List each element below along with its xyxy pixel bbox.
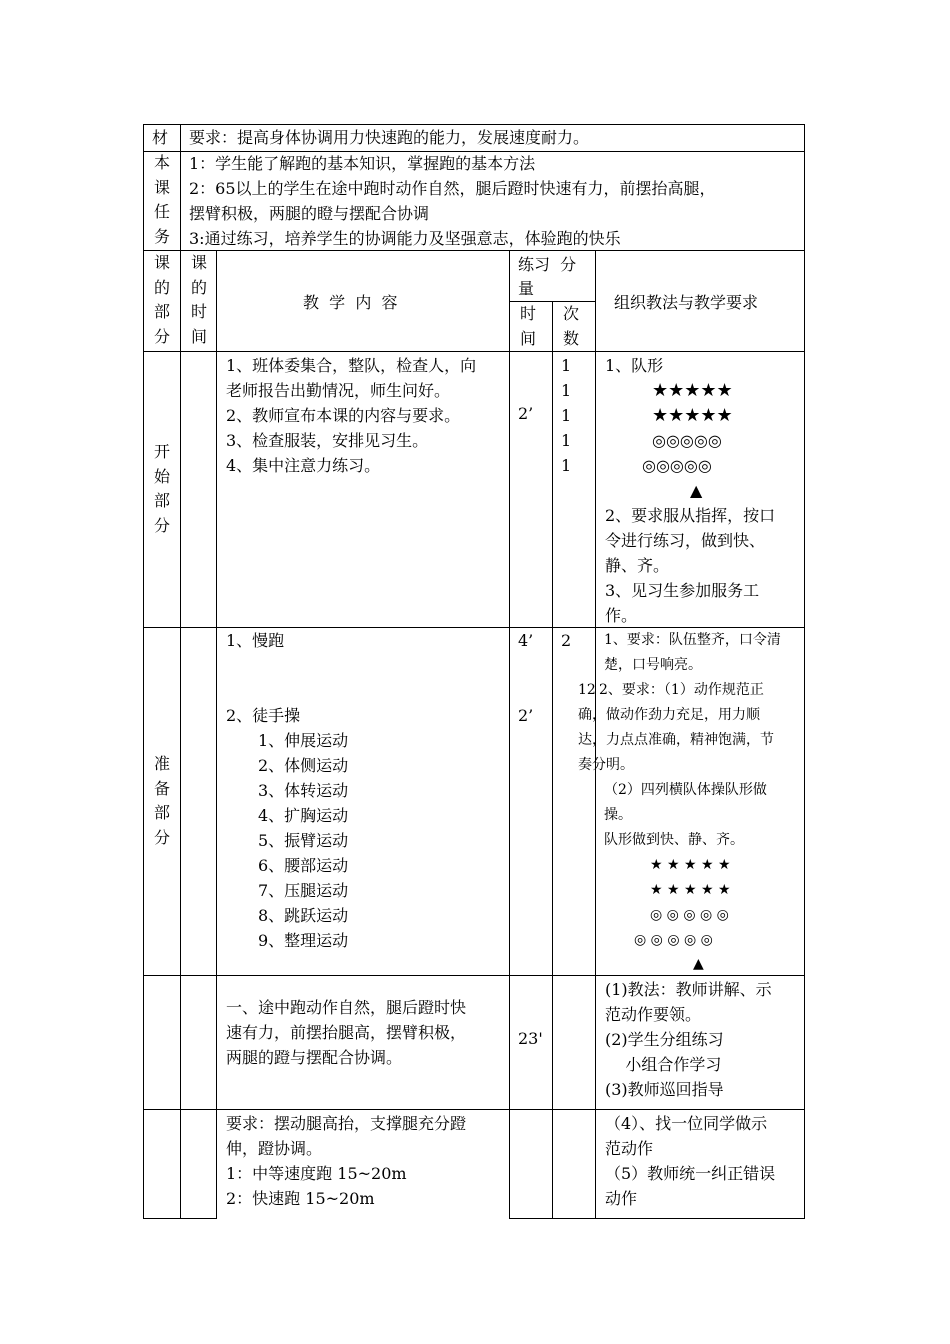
- task-item: 3:通过练习，培养学生的协调能力及坚强意志，体验跑的快乐: [189, 229, 621, 248]
- start-count: 1: [561, 381, 572, 400]
- header-method: 组织教法与教学要求: [614, 293, 759, 312]
- table-border: [143, 975, 805, 976]
- prep-method-line: 1、要求：队伍整齐，口令清: [604, 632, 781, 648]
- start-method-title: 1、队形: [605, 356, 664, 375]
- last-method-line: 范动作: [605, 1139, 654, 1158]
- table-border: [143, 351, 805, 352]
- start-count: 1: [561, 431, 572, 450]
- prep-exercise-item: 2、体侧运动: [258, 756, 349, 775]
- prep-method-line: 楚，口号响亮。: [604, 657, 702, 673]
- start-method-note: 作。: [605, 606, 638, 625]
- last-method-line: （5）教师统一纠正错误: [605, 1164, 776, 1183]
- last-content-line: 1：中等速度跑 15~20m: [226, 1164, 407, 1183]
- last-method-line: 动作: [605, 1189, 638, 1208]
- formation-stars-row: ★★★★★: [652, 380, 733, 401]
- header-practice: 练习 分: [518, 255, 577, 274]
- start-content-line: 3、检查服装，安排见习生。: [226, 431, 429, 450]
- material-label: 材: [152, 128, 169, 147]
- table-border: [804, 124, 805, 1219]
- start-content-line: 1、班体委集合，整队，检查人，向: [226, 356, 477, 375]
- table-border: [552, 301, 553, 1219]
- prep-method-line: 奏分明。: [578, 757, 634, 773]
- main-method-line: (1)教法：教师讲解、示: [605, 980, 772, 999]
- table-border: [216, 250, 217, 1219]
- start-count: 1: [561, 456, 572, 475]
- prep-method-line: 达，力点点准确，精神饱满，节: [578, 732, 774, 748]
- main-content-line: 速有力，前摆抬腿高，摆臂积极，: [226, 1023, 467, 1042]
- prep-exercise-item: 9、整理运动: [258, 931, 349, 950]
- section-start-label: 开 始 部 分: [153, 442, 170, 535]
- header-content: 教 学 内 容: [303, 293, 398, 312]
- main-method-line: (2)学生分组练习: [605, 1030, 724, 1049]
- prep-formation-circles-row: ◎ ◎ ◎ ◎ ◎: [634, 932, 713, 948]
- last-content-line: 2：快速跑 15~20m: [226, 1189, 375, 1208]
- last-method-line: （4）、找一位同学做示: [605, 1114, 768, 1133]
- prep-count: 2: [561, 631, 572, 650]
- start-count: 1: [561, 356, 572, 375]
- last-content-line: 要求：摆动腿高抬，支撑腿充分蹬: [226, 1114, 467, 1133]
- main-method-line: (3)教师巡回指导: [605, 1080, 724, 1099]
- task-item: 1：学生能了解跑的基本知识，掌握跑的基本方法: [189, 154, 536, 173]
- prep-jog: 1、慢跑: [226, 631, 285, 650]
- start-count: 1: [561, 406, 572, 425]
- table-border: [143, 1109, 805, 1110]
- prep-method-line: 操。: [604, 807, 632, 823]
- prep-exercise-item: 7、压腿运动: [258, 881, 349, 900]
- prep-exercise-item: 5、振臂运动: [258, 831, 349, 850]
- prep-formation-teacher-triangle: ▲: [693, 956, 704, 972]
- prep-duration: 4’: [518, 631, 534, 650]
- main-content-line: 一、途中跑动作自然，腿后蹬时快: [226, 998, 467, 1017]
- task-item: 摆臂积极，两腿的瞪与摆配合协调: [189, 204, 430, 223]
- prep-duration: 2’: [518, 706, 534, 725]
- prep-method-line: 2、要求：（1）动作规范正: [599, 682, 764, 698]
- start-content-line: 2、教师宣布本课的内容与要求。: [226, 406, 461, 425]
- table-border: [180, 124, 181, 251]
- header-time: 课 的 时 间: [190, 253, 207, 346]
- header-part: 课 的 部 分: [153, 253, 170, 346]
- last-content-line: 伸，蹬协调。: [226, 1139, 323, 1158]
- main-duration: 23': [518, 1029, 543, 1048]
- prep-formation-stars-row: ★ ★ ★ ★ ★: [650, 857, 731, 873]
- prep-formation-circles-row: ◎ ◎ ◎ ◎ ◎: [650, 907, 729, 923]
- start-content-line: 4、集中注意力练习。: [226, 456, 381, 475]
- table-border: [180, 250, 181, 1219]
- header-count: 次 数: [562, 304, 579, 348]
- prep-formation-stars-row: ★ ★ ★ ★ ★: [650, 882, 731, 898]
- header-duration: 时 间: [519, 304, 536, 348]
- header-practice-2: 量: [518, 279, 535, 298]
- formation-circles-row: ◎◎◎◎◎: [642, 456, 712, 475]
- prep-method-line: 确，做动作劲力充足，用力顺: [578, 707, 760, 723]
- formation-stars-row: ★★★★★: [652, 405, 733, 426]
- start-method-note: 3、见习生参加服务工: [605, 581, 760, 600]
- table-border: [509, 250, 510, 1219]
- start-method-note: 令进行练习，做到快、: [605, 531, 766, 550]
- prep-exercise-item: 1、伸展运动: [258, 731, 349, 750]
- section-prep-label: 准 备 部 分: [153, 754, 170, 847]
- main-method-line: 小组合作学习: [605, 1055, 722, 1074]
- prep-method-line: （2）四列横队体操队形做: [604, 782, 767, 798]
- start-duration: 2’: [518, 404, 534, 423]
- table-border: [143, 124, 144, 1219]
- formation-teacher-triangle: ▲: [690, 481, 703, 500]
- prep-method-line: 队形做到快、静、齐。: [604, 832, 744, 848]
- table-border: [509, 1218, 805, 1219]
- task-item: 2：65以上的学生在途中跑时动作自然，腿后蹬时快速有力，前摆抬高腿，: [189, 179, 716, 198]
- start-method-note: 2、要求服从指挥，按口: [605, 506, 776, 525]
- material-requirement: 要求：提高身体协调用力快速跑的能力，发展速度耐力。: [189, 128, 590, 147]
- start-content-line: 老师报告出勤情况，师生问好。: [226, 381, 451, 400]
- main-content-line: 两腿的蹬与摆配合协调。: [226, 1048, 403, 1067]
- start-method-note: 静、齐。: [605, 556, 670, 575]
- formation-circles-row: ◎◎◎◎◎: [652, 431, 722, 450]
- prep-exercise: 2、徒手操: [226, 706, 301, 725]
- main-method-line: 范动作要领。: [605, 1005, 702, 1024]
- tasks-label: 本 课 任 务: [153, 153, 170, 246]
- prep-exercise-item: 6、腰部运动: [258, 856, 349, 875]
- prep-exercise-item: 3、体转运动: [258, 781, 349, 800]
- prep-exercise-item: 4、扩胸运动: [258, 806, 349, 825]
- prep-count: 12: [578, 682, 596, 698]
- prep-exercise-item: 8、跳跃运动: [258, 906, 349, 925]
